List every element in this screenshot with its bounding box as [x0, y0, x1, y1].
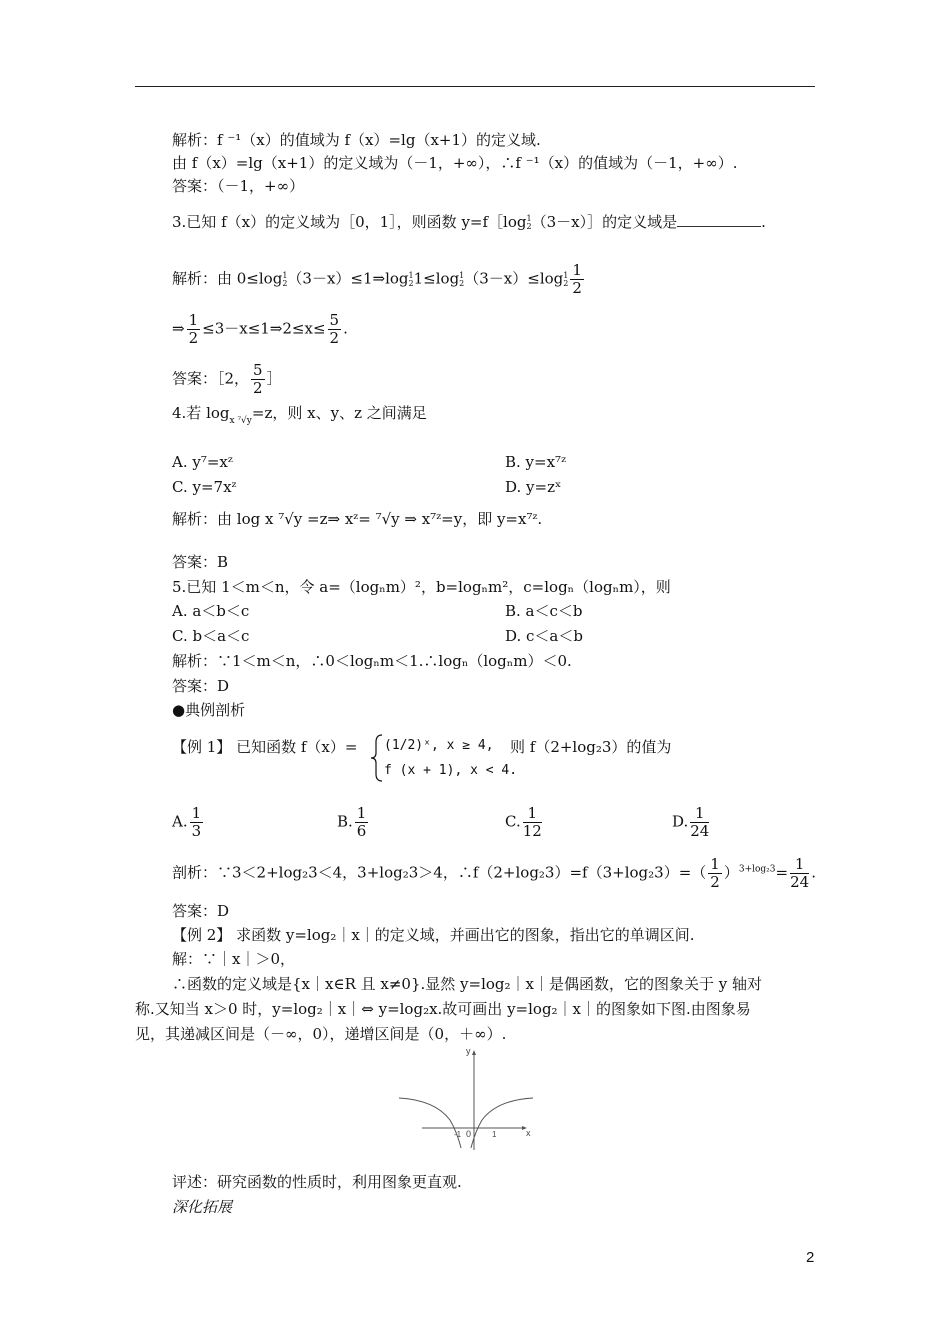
answer-4: 答案：B — [172, 553, 229, 571]
piecewise-case-2: f (x + 1), x < 4. — [384, 763, 518, 778]
text-line: 称.又知当 x＞0 时，y=log₂｜x｜⇔ y=log₂x.故可画出 y=log₂｜x｜的图象如下图.由图象易 — [135, 1000, 751, 1018]
option-4b: B. y=x⁷ᶻ — [505, 453, 567, 471]
y-label: y — [466, 1046, 471, 1056]
question-4: 4.若 $\log_{x ^7√y}=z$，则 x、y、z 之间满足 — [172, 404, 427, 426]
text-line: ∴函数的定义域是{x｜x∈R 且 x≠0}.显然 y=log₂｜x｜是偶函数，它的图象关于 y 轴对 — [172, 975, 763, 993]
example-2: 【例 2】 求函数 y=log₂｜x｜的定义域，并画出它的图象，指出它的单调区间. — [172, 926, 695, 944]
analysis-e1: 剖析：∵3＜2+log₂3＜4，3+log₂3＞4，∴f（2+log₂3）=f（3+log₂3）=（ $\frac{1}{2}$ ）$^{3+log_23}$= $\frac{1}{24}$ . — [172, 855, 816, 891]
text-line: 解析：f ⁻¹（x）的值域为 f（x）=lg（x+1）的定义域. — [172, 131, 541, 149]
answer-line: 答案：（－1，+∞） — [172, 177, 305, 195]
brace-icon — [370, 734, 384, 782]
tick-label-neg: -1 — [454, 1130, 462, 1139]
text-line: 见，其递减区间是（－∞，0），递增区间是（0，＋∞）. — [135, 1025, 507, 1043]
question-3: 3.已知 f（x）的定义域为［0，1］，则函数 y=f［log 1 2 （3－x）］的定义域是 . — [172, 213, 766, 231]
solution-3-cont: ⇒ $\frac{1}{2}$ ≤3－x≤1⇒2≤x≤ $\frac{5}{2}$ . — [172, 311, 348, 347]
comment-line: 评述：研究函数的性质时，利用图象更直观. — [172, 1173, 462, 1191]
option-e1d: D. $\frac{1}{24}$ — [672, 804, 710, 840]
option-e1b: B. $\frac{1}{6}$ — [337, 804, 367, 840]
option-5b: B. a＜c＜b — [505, 602, 583, 620]
text-line: 由 f（x）=lg（x+1）的定义域为（－1，+∞），∴f ⁻¹（x）的值域为（－1，+∞）. — [172, 154, 738, 172]
log-abs-graph — [395, 1040, 535, 1155]
tiny-fraction: 1 2 — [526, 214, 532, 231]
solution-5: 解析：∵1＜m＜n，∴0＜logₙm＜1.∴logₙ（logₙm）＜0. — [172, 652, 572, 670]
y-axis-arrow-icon — [472, 1050, 476, 1055]
solution-3: 解析：由 0≤log 1 2 （3－x）≤1⇒log 1 2 1≤log 1 2 （3－x）≤log 1 2 $\frac{1}{2}$ — [172, 261, 582, 297]
example-1-prefix: 【例 1】 已知函数 f（x）= — [172, 738, 358, 756]
option-5d: D. c＜a＜b — [505, 627, 583, 645]
answer-blank — [677, 214, 761, 227]
curve-right — [471, 1098, 533, 1148]
tick-label-pos: 1 — [492, 1130, 497, 1139]
solution-e2: 解：∵｜x｜＞0， — [172, 950, 296, 968]
solution-4: 解析：由 log x ⁷√y =z⇒ xᶻ= ⁷√y ⇒ x⁷ᶻ=y，即 y=x⁷ᶻ. — [172, 510, 543, 528]
piecewise-case-1: (1/2)ˣ, x ≥ 4, — [384, 738, 494, 753]
page-number: 2 — [806, 1249, 815, 1266]
origin-label: 0 — [466, 1129, 472, 1139]
answer-e1: 答案：D — [172, 902, 230, 920]
question-5: 5.已知 1＜m＜n，令 a=（logₙm）²，b=logₙm²，c=logₙ（logₙm），则 — [172, 578, 671, 596]
option-e1a: A. $\frac{1}{3}$ — [172, 804, 202, 840]
option-e1c: C. $\frac{1}{12}$ — [505, 804, 542, 840]
option-5c: C. b＜a＜c — [172, 627, 250, 645]
example-1-suffix: 则 f（2+log₂3）的值为 — [510, 738, 672, 756]
header-rule — [135, 86, 815, 87]
answer-3: 答案：［2， $\frac{5}{2}$ ］ — [172, 361, 282, 397]
section-heading: ●典例剖析 — [172, 701, 246, 719]
option-4c: C. y=7xᶻ — [172, 478, 237, 496]
answer-5: 答案：D — [172, 677, 230, 695]
curve-left — [399, 1098, 461, 1148]
option-4a: A. y⁷=xᶻ — [172, 453, 233, 471]
option-4d: D. y=zˣ — [505, 478, 562, 496]
fraction: $\frac{1}{2}$ — [572, 261, 582, 297]
x-label: x — [526, 1128, 531, 1138]
subsection-heading: 深化拓展 — [172, 1198, 233, 1216]
option-5a: A. a＜b＜c — [172, 602, 250, 620]
